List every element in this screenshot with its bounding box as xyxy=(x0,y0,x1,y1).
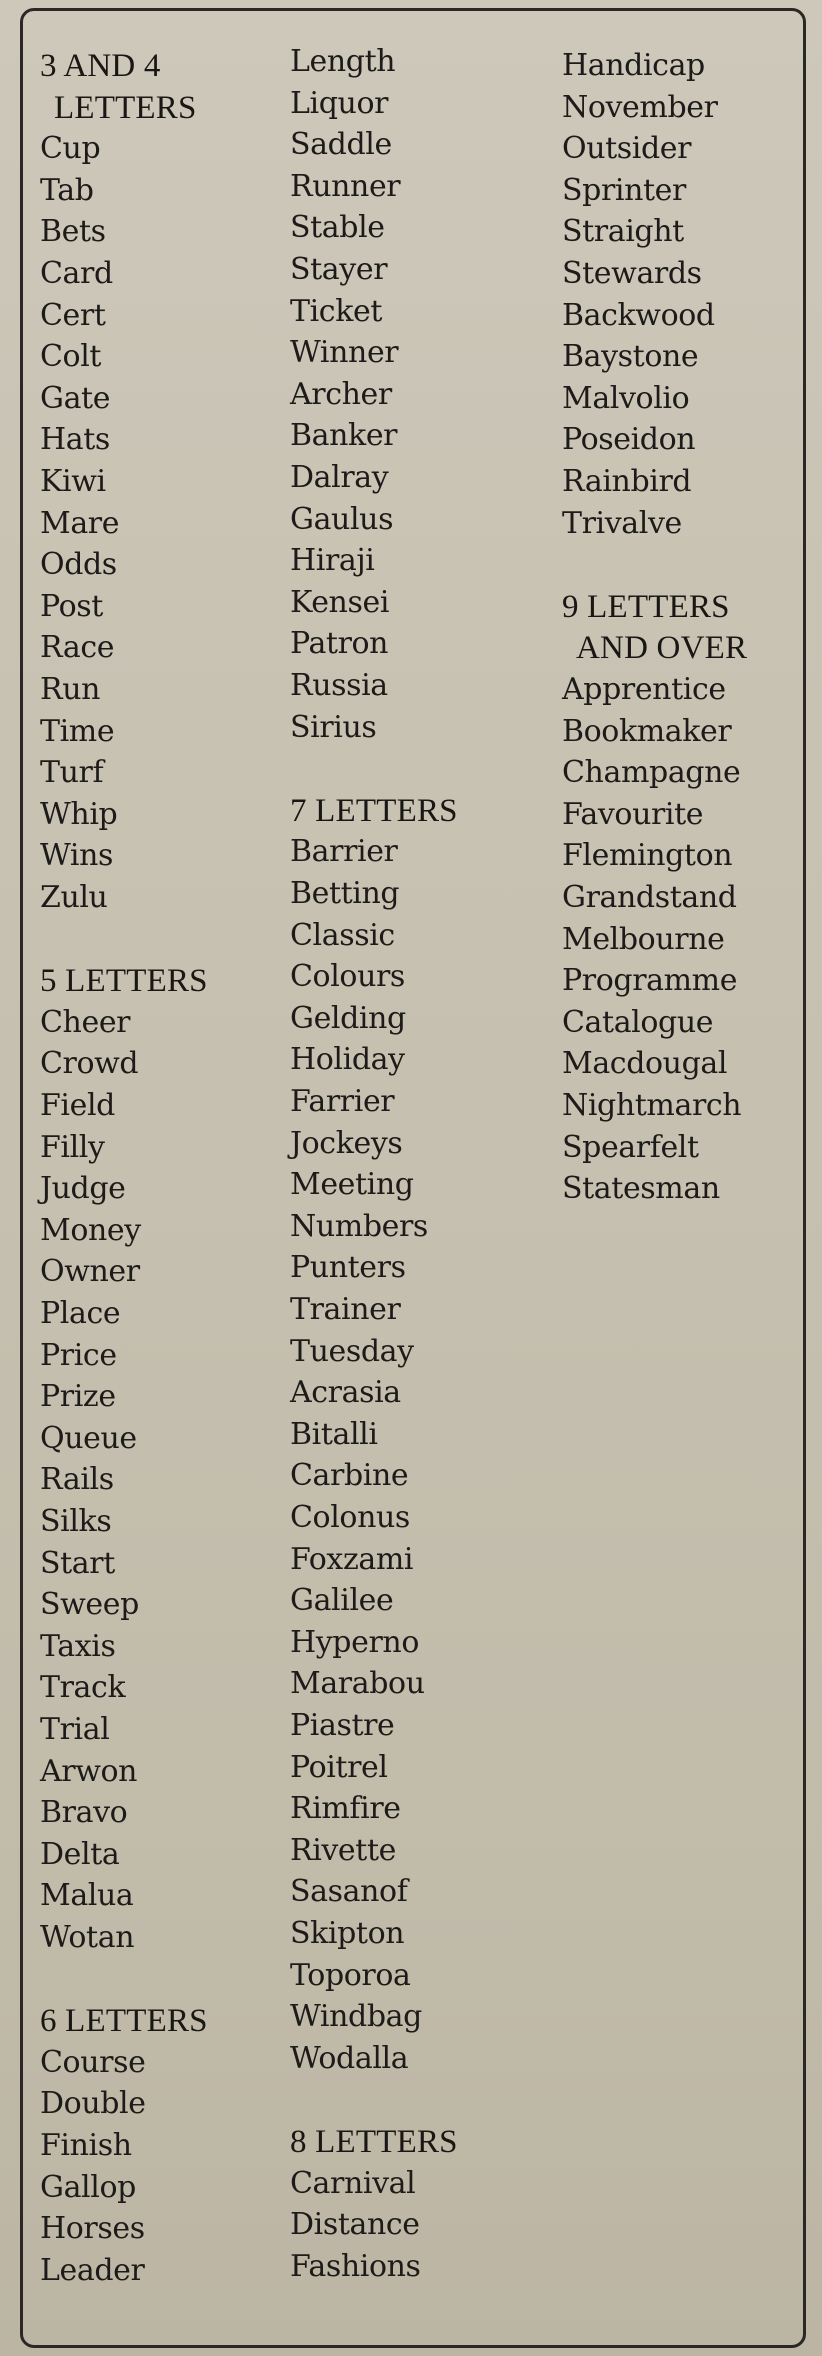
word-entry: Bravo xyxy=(40,1795,128,1831)
word-entry: Outsider xyxy=(562,131,692,167)
word-entry: Sprinter xyxy=(562,172,686,208)
word-entry: Wodalla xyxy=(290,2040,409,2076)
word-entry: Classic xyxy=(290,917,395,953)
word-entry: Catalogue xyxy=(562,1004,714,1040)
word-entry: Wins xyxy=(40,838,114,874)
word-entry: Judge xyxy=(40,1171,126,1207)
word-entry: Rimfire xyxy=(290,1791,401,1827)
word-entry: Statesman xyxy=(562,1171,720,1207)
word-entry: Owner xyxy=(40,1254,140,1290)
section-heading: LETTERS xyxy=(54,89,197,126)
word-entry: Arwon xyxy=(40,1753,138,1789)
word-entry: Colours xyxy=(290,959,405,995)
word-entry: Punters xyxy=(290,1250,406,1286)
word-entry: Stable xyxy=(290,210,385,246)
word-entry: Farrier xyxy=(290,1083,395,1119)
word-entry: Rivette xyxy=(290,1832,396,1868)
word-entry: Winner xyxy=(290,335,399,371)
word-entry: Field xyxy=(40,1088,115,1124)
word-entry: Carbine xyxy=(290,1458,409,1494)
word-entry: Melbourne xyxy=(562,921,725,957)
word-entry: Zulu xyxy=(40,880,108,916)
word-entry: Numbers xyxy=(290,1208,428,1244)
word-entry: Banker xyxy=(290,418,398,454)
word-entry: Dalray xyxy=(290,459,389,495)
word-entry: Sasanof xyxy=(290,1874,408,1910)
word-entry: Trainer xyxy=(290,1291,401,1327)
word-entry: Stewards xyxy=(562,256,702,292)
word-entry: Apprentice xyxy=(562,672,726,708)
word-entry: Kiwi xyxy=(40,464,106,500)
word-entry: Hiraji xyxy=(290,543,375,579)
section-heading: 5 LETTERS xyxy=(40,963,208,1000)
word-entry: Post xyxy=(40,588,103,624)
word-entry: Macdougal xyxy=(562,1046,728,1082)
word-entry: Trivalve xyxy=(562,505,682,541)
word-entry: Cup xyxy=(40,131,101,167)
word-entry: Betting xyxy=(290,875,400,911)
word-entry: Stayer xyxy=(290,251,388,287)
word-entry: Taxis xyxy=(40,1628,116,1664)
section-heading: 7 LETTERS xyxy=(290,792,458,829)
word-entry: Track xyxy=(40,1670,126,1706)
word-entry: Backwood xyxy=(562,297,715,333)
word-entry: Colt xyxy=(40,339,102,375)
word-entry: Programme xyxy=(562,963,738,999)
word-entry: Gallop xyxy=(40,2169,136,2205)
word-entry: Skipton xyxy=(290,1915,405,1951)
word-entry: Ticket xyxy=(290,293,382,329)
word-entry: Poitrel xyxy=(290,1749,388,1785)
word-entry: Meeting xyxy=(290,1167,414,1203)
word-entry: Jockeys xyxy=(290,1125,403,1161)
word-entry: Race xyxy=(40,630,115,666)
word-entry: Tab xyxy=(40,172,94,208)
section-heading: 3 AND 4 xyxy=(40,48,161,85)
word-entry: Flemington xyxy=(562,838,733,874)
word-entry: Leader xyxy=(40,2252,145,2288)
word-entry: Champagne xyxy=(562,755,741,791)
word-entry: Sweep xyxy=(40,1587,139,1623)
word-entry: Start xyxy=(40,1545,115,1581)
word-entry: Poseidon xyxy=(562,422,696,458)
word-entry: Silks xyxy=(40,1504,112,1540)
word-entry: Gate xyxy=(40,380,111,416)
word-entry: Length xyxy=(290,43,396,79)
word-entry: Patron xyxy=(290,626,389,662)
word-entry: Carnival xyxy=(290,2165,416,2201)
word-entry: Baystone xyxy=(562,339,699,375)
word-entry: Handicap xyxy=(562,48,705,84)
word-entry: Holiday xyxy=(290,1042,405,1078)
word-entry: Filly xyxy=(40,1129,105,1165)
section-heading: 6 LETTERS xyxy=(40,2003,208,2040)
word-entry: Distance xyxy=(290,2207,420,2243)
word-entry: Straight xyxy=(562,214,684,250)
word-entry: Finish xyxy=(40,2128,132,2164)
word-entry: Horses xyxy=(40,2211,145,2247)
word-entry: Mare xyxy=(40,505,120,541)
word-entry: Bitalli xyxy=(290,1416,378,1452)
word-entry: Crowd xyxy=(40,1046,139,1082)
word-entry: Card xyxy=(40,256,113,292)
section-heading: 9 LETTERS xyxy=(562,588,730,625)
word-entry: Malvolio xyxy=(562,380,690,416)
word-entry: Rails xyxy=(40,1462,114,1498)
word-entry: Favourite xyxy=(562,796,704,832)
section-heading: 8 LETTERS xyxy=(290,2123,458,2160)
word-entry: Odds xyxy=(40,547,117,583)
word-entry: Runner xyxy=(290,168,401,204)
word-entry: Rainbird xyxy=(562,464,692,500)
word-entry: Liquor xyxy=(290,85,389,121)
word-entry: Whip xyxy=(40,796,118,832)
word-entry: Delta xyxy=(40,1836,120,1872)
word-entry: Money xyxy=(40,1212,141,1248)
word-entry: Gelding xyxy=(290,1000,406,1036)
word-entry: Prize xyxy=(40,1379,116,1415)
section-heading: AND OVER xyxy=(576,630,748,667)
word-entry: Barrier xyxy=(290,834,398,870)
word-entry: Archer xyxy=(290,376,392,412)
word-entry: Tuesday xyxy=(290,1333,414,1369)
word-entry: Cert xyxy=(40,297,106,333)
word-entry: Toporoa xyxy=(290,1957,411,1993)
word-entry: Windbag xyxy=(290,1999,422,2035)
word-entry: Hats xyxy=(40,422,110,458)
word-entry: Bookmaker xyxy=(562,713,732,749)
word-entry: Sirius xyxy=(290,709,377,745)
word-entry: Marabou xyxy=(290,1666,425,1702)
word-entry: Saddle xyxy=(290,127,392,163)
word-entry: November xyxy=(562,89,718,125)
word-entry: Turf xyxy=(40,755,104,791)
word-entry: Course xyxy=(40,2044,146,2080)
word-entry: Time xyxy=(40,713,115,749)
word-entry: Foxzami xyxy=(290,1541,414,1577)
word-entry: Malua xyxy=(40,1878,134,1914)
word-entry: Fashions xyxy=(290,2248,421,2284)
word-entry: Double xyxy=(40,2086,146,2122)
word-entry: Grandstand xyxy=(562,880,737,916)
word-entry: Queue xyxy=(40,1420,137,1456)
word-entry: Place xyxy=(40,1296,121,1332)
word-entry: Spearfelt xyxy=(562,1129,699,1165)
word-entry: Acrasia xyxy=(290,1375,401,1411)
word-entry: Nightmarch xyxy=(562,1088,742,1124)
word-entry: Gaulus xyxy=(290,501,394,537)
word-entry: Piastre xyxy=(290,1707,395,1743)
word-entry: Bets xyxy=(40,214,106,250)
word-entry: Trial xyxy=(40,1712,110,1748)
word-entry: Kensei xyxy=(290,584,390,620)
word-entry: Wotan xyxy=(40,1920,135,1956)
word-entry: Galilee xyxy=(290,1583,394,1619)
word-entry: Cheer xyxy=(40,1004,131,1040)
word-entry: Run xyxy=(40,672,101,708)
word-entry: Russia xyxy=(290,667,388,703)
word-entry: Colonus xyxy=(290,1499,410,1535)
word-entry: Hyperno xyxy=(290,1624,419,1660)
word-entry: Price xyxy=(40,1337,117,1373)
